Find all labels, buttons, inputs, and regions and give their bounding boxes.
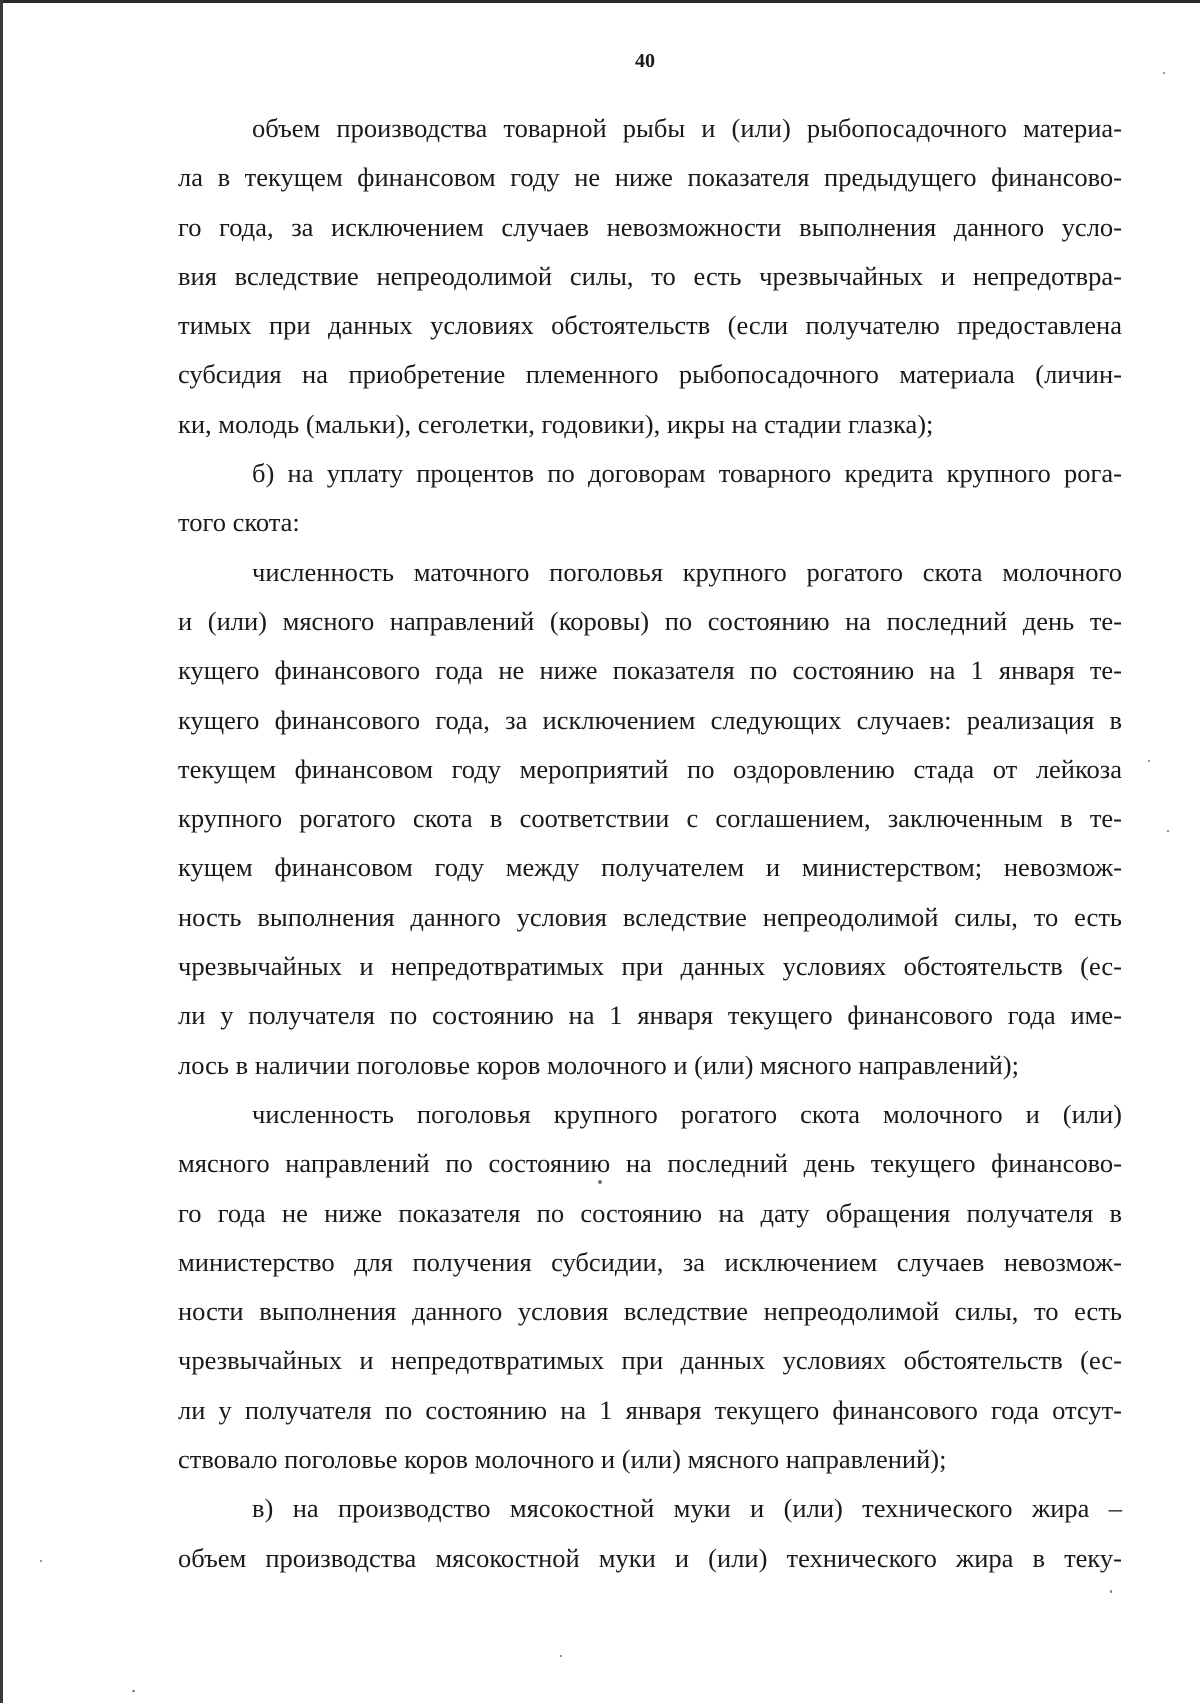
text-line: в) на производство мясокостной муки и (или) технического жира – [252,1493,1122,1524]
text-line: текущем финансовом году мероприятий по оздоровлению стада от лейкоза [178,753,1122,784]
text-line: ла в текущем финансовом году не ниже показателя предыдущего финансово- [178,162,1122,193]
scan-edge-top [0,0,1200,3]
text-line: мясного направлений по состоянию на последний день текущего финансово- [178,1148,1122,1179]
scan-speck [1163,72,1165,74]
scan-edge-left [0,0,3,1703]
text-line: того скота: [178,507,300,538]
scan-speck [1148,760,1150,762]
text-line: ности выполнения данного условия вследствие непреодолимой силы, то есть [178,1296,1122,1327]
text-line: ли у получателя по состоянию на 1 января текущего финансового года отсут- [178,1394,1122,1425]
scan-speck [132,1690,135,1692]
text-line: го года не ниже показателя по состоянию на дату обращения получателя в [178,1197,1122,1228]
text-line: и (или) мясного направлений (коровы) по состоянию на последний день те- [178,605,1122,636]
text-line: численность поголовья крупного рогатого скота молочного и (или) [252,1098,1122,1129]
scan-speck [598,1180,602,1184]
text-line: тимых при данных условиях обстоятельств (если получателю предоставлена [178,310,1122,341]
text-line: чрезвычайных и непредотвратимых при данных условиях обстоятельств (ес- [178,1345,1122,1376]
text-line: ки, молодь (мальки), сеголетки, годовики), икры на стадии глазка); [178,408,934,439]
text-line: субсидия на приобретение племенного рыбопосадочного материала (личин- [178,359,1122,390]
text-line: го года, за исключением случаев невозможности выполнения данного усло- [178,211,1122,242]
text-line: министерство для получения субсидии, за исключением случаев невозмож- [178,1246,1122,1277]
scan-speck [560,1655,562,1657]
text-line: крупного рогатого скота в соответствии с соглашением, заключенным в те- [178,803,1122,834]
text-line: кущем финансовом году между получателем и министерством; невозмож- [178,852,1122,883]
text-line: ли у получателя по состоянию на 1 января текущего финансового года име- [178,1000,1122,1031]
document-body [178,104,1122,1583]
text-line: ность выполнения данного условия вследствие непреодолимой силы, то есть [178,901,1122,932]
text-line: кущего финансового года, за исключением следующих случаев: реализация в [178,704,1122,735]
text-line: объем производства товарной рыбы и (или) рыбопосадочного материа- [252,113,1122,143]
text-line: объем производства мясокостной муки и (или) технического жира в теку- [178,1542,1122,1573]
scan-speck [40,1560,42,1562]
text-line: лось в наличии поголовье коров молочного и (или) мясного направлений); [178,1049,1019,1080]
scan-speck [1110,1590,1112,1593]
scan-speck [1167,830,1169,832]
text-line: ствовало поголовье коров молочного и (или) мясного направлений); [178,1444,947,1475]
page-number: 40 [635,50,655,72]
text-line: б) на уплату процентов по договорам товарного кредита крупного рога- [252,458,1122,489]
text-line: кущего финансового года не ниже показателя по состоянию на 1 января те- [178,655,1122,686]
text-line: численность маточного поголовья крупного рогатого скота молочного [252,556,1122,587]
text-line: вия вследствие непреодолимой силы, то есть чрезвычайных и непредотвра- [178,260,1122,291]
text-line: чрезвычайных и непредотвратимых при данных условиях обстоятельств (ес- [178,951,1122,982]
